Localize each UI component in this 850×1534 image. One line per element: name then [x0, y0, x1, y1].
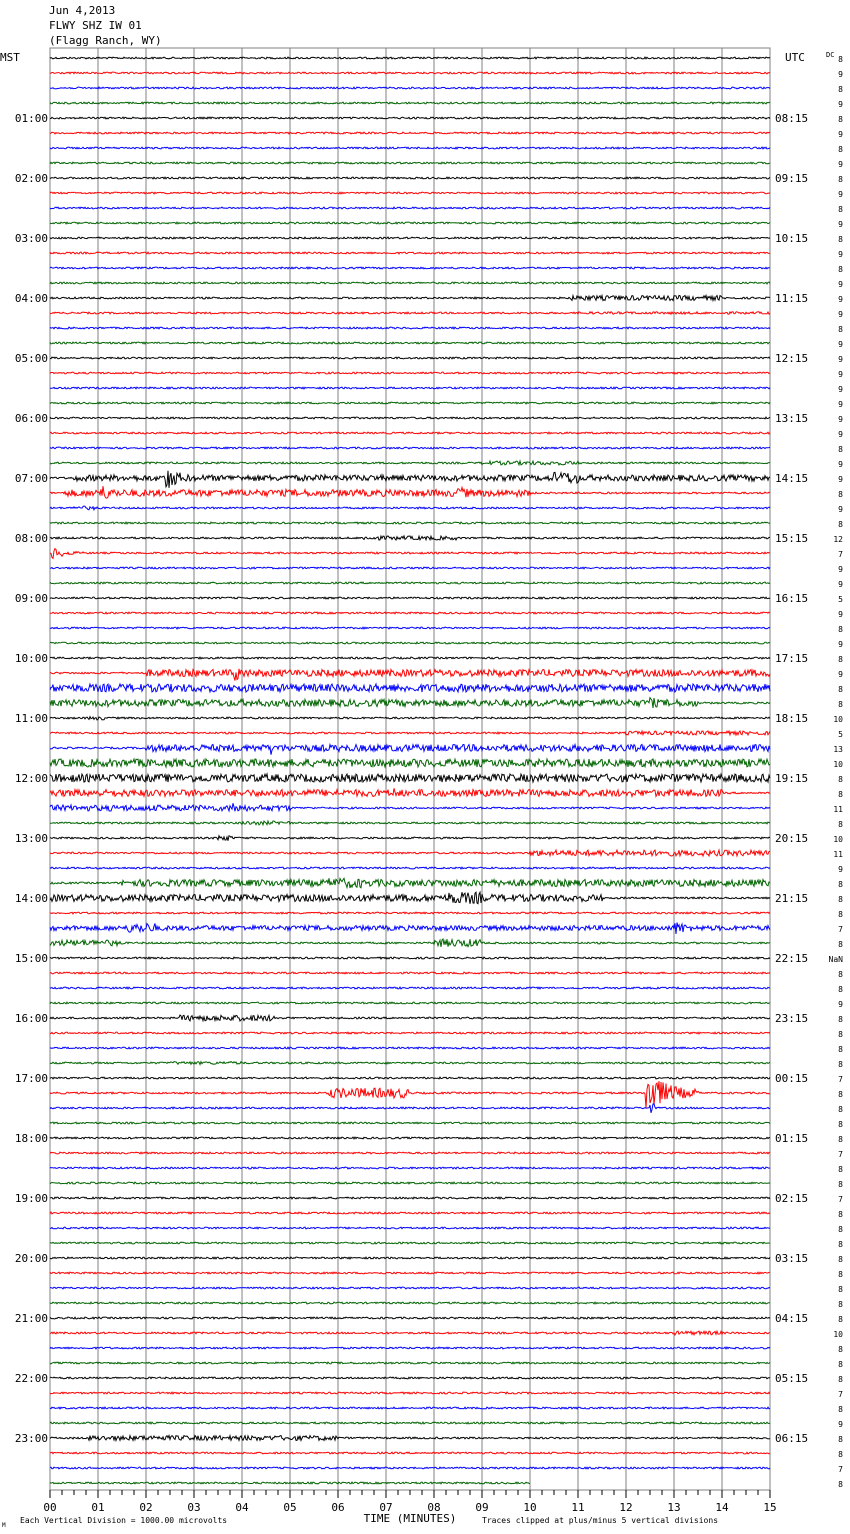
trace-row — [50, 357, 770, 359]
mst-hour-label: 23:00 — [14, 1432, 48, 1445]
dc-offset-label: 8 — [838, 1255, 843, 1264]
dc-offset-label: 8 — [838, 520, 843, 529]
dc-offset-label: 8 — [838, 625, 843, 634]
x-tick-label: 07 — [379, 1501, 393, 1514]
dc-offset-label: 10 — [833, 835, 843, 844]
trace-row — [50, 684, 770, 692]
dc-offset-label: 9 — [838, 355, 843, 364]
dc-offset-label: 8 — [838, 970, 843, 979]
mst-hour-label: 09:00 — [14, 592, 48, 605]
trace-row — [50, 1152, 770, 1154]
trace-row — [50, 87, 770, 89]
trace-row — [50, 821, 770, 825]
dc-offset-label: 8 — [838, 1405, 843, 1414]
dc-offset-label: 8 — [838, 1105, 843, 1114]
trace-row — [50, 282, 770, 284]
trace-row — [50, 461, 770, 465]
dc-offset-label: 8 — [838, 1045, 843, 1054]
dc-offset-label: 9 — [838, 280, 843, 289]
dc-offset-label: 8 — [838, 1345, 843, 1354]
dc-offset-label: 9 — [838, 400, 843, 409]
utc-hour-label: 05:15 — [775, 1372, 809, 1385]
mst-hour-label: 16:00 — [14, 1012, 48, 1025]
dc-offset-label: 9 — [838, 475, 843, 484]
dc-offset-label: 7 — [838, 1075, 843, 1084]
utc-hour-label: 08:15 — [775, 112, 809, 125]
trace-row — [50, 912, 770, 914]
trace-row — [50, 597, 770, 599]
dc-offset-label: 8 — [838, 1165, 843, 1174]
utc-header: UTC — [785, 51, 805, 64]
dc-offset-label: 9 — [838, 160, 843, 169]
dc-offset-label: 9 — [838, 430, 843, 439]
utc-hour-label: 11:15 — [775, 292, 809, 305]
trace-row — [50, 1422, 770, 1424]
dc-offset-label: 10 — [833, 715, 843, 724]
trace-row — [50, 237, 770, 239]
mst-hour-label: 02:00 — [14, 172, 48, 185]
dc-offset-label: 9 — [838, 250, 843, 259]
trace-row — [50, 1302, 770, 1304]
location-label: (Flagg Ranch, WY) — [49, 34, 162, 47]
trace-row — [50, 1197, 770, 1199]
trace-row — [50, 1062, 770, 1065]
date-label: Jun 4,2013 — [49, 4, 116, 17]
dc-offset-label: 8 — [838, 1060, 843, 1069]
dc-offset-label: 9 — [838, 370, 843, 379]
mst-hour-label: 08:00 — [14, 532, 48, 545]
dc-offset-label: 8 — [838, 55, 843, 64]
trace-row — [50, 177, 770, 179]
utc-hour-label: 18:15 — [775, 712, 809, 725]
trace-row — [50, 567, 770, 569]
trace-row — [50, 642, 770, 644]
dc-offset-label: 9 — [838, 100, 843, 109]
dc-offset-label: 8 — [838, 940, 843, 949]
dc-offset-label: 8 — [838, 1030, 843, 1039]
dc-offset-label: 8 — [838, 205, 843, 214]
dc-offset-label: 8 — [838, 115, 843, 124]
trace-row — [50, 486, 770, 498]
x-axis-title: TIME (MINUTES) — [363, 1512, 457, 1525]
mst-hour-label: 22:00 — [14, 1372, 48, 1385]
dc-offset-label: 9 — [838, 460, 843, 469]
utc-hour-label: 17:15 — [775, 652, 809, 665]
trace-row — [50, 582, 770, 584]
x-tick-label: 08 — [427, 1501, 441, 1514]
dc-offset-label: 8 — [838, 880, 843, 889]
dc-offset-label: 8 — [838, 655, 843, 664]
mst-hour-label: 11:00 — [14, 712, 48, 725]
dc-offset-label: 8 — [838, 1375, 843, 1384]
dc-offset-label: 11 — [833, 805, 843, 814]
trace-row — [50, 192, 770, 194]
x-tick-label: 14 — [715, 1501, 729, 1514]
dc-offset-label: 9 — [838, 220, 843, 229]
mst-hour-label: 20:00 — [14, 1252, 48, 1265]
trace-row — [50, 1182, 770, 1184]
mst-hour-label: 07:00 — [14, 472, 48, 485]
dc-offset-label: 7 — [838, 550, 843, 559]
dc-offset-label: NaN — [828, 955, 843, 964]
trace-row — [50, 471, 770, 488]
trace-row — [50, 132, 770, 134]
trace-row — [50, 57, 770, 59]
dc-offset-label: 9 — [838, 580, 843, 589]
trace-row — [50, 1104, 770, 1113]
dc-offset-label: 8 — [838, 1225, 843, 1234]
trace-row — [50, 1287, 770, 1289]
trace-row — [50, 1272, 770, 1274]
mst-hour-label: 03:00 — [14, 232, 48, 245]
utc-hour-label: 06:15 — [775, 1432, 809, 1445]
x-tick-label: 04 — [235, 1501, 249, 1514]
dc-offset-label: 9 — [838, 190, 843, 199]
trace-row — [50, 892, 770, 904]
dc-offset-label: 8 — [838, 1240, 843, 1249]
utc-hour-label: 00:15 — [775, 1072, 809, 1085]
mst-hour-label: 15:00 — [14, 952, 48, 965]
trace-row — [50, 1227, 770, 1229]
utc-hour-label: 20:15 — [775, 832, 809, 845]
dc-offset-label: 9 — [838, 340, 843, 349]
trace-row — [50, 1331, 770, 1335]
dc-offset-label: 8 — [838, 790, 843, 799]
trace-row — [50, 432, 770, 434]
x-tick-label: 03 — [187, 1501, 201, 1514]
trace-row — [50, 1077, 770, 1079]
dc-offset-label: 8 — [838, 1360, 843, 1369]
dc-offset-label: 9 — [838, 610, 843, 619]
mst-hour-label: 14:00 — [14, 892, 48, 905]
trace-row — [50, 1047, 770, 1049]
trace-row — [50, 1015, 770, 1021]
dc-offset-label: 9 — [838, 1000, 843, 1009]
dc-offset-label: 8 — [838, 490, 843, 499]
dc-offset-label: 8 — [838, 1210, 843, 1219]
mst-hour-label: 01:00 — [14, 112, 48, 125]
x-tick-label: 00 — [43, 1501, 57, 1514]
dc-offset-label: 8 — [838, 1435, 843, 1444]
trace-row — [50, 1436, 770, 1441]
dc-offset-label: 8 — [838, 1015, 843, 1024]
dc-offset-label: 9 — [838, 670, 843, 679]
mst-hour-label: 18:00 — [14, 1132, 48, 1145]
mst-header: MST — [0, 51, 20, 64]
corner-mark: M — [2, 1522, 6, 1529]
dc-offset-label: 9 — [838, 70, 843, 79]
mst-hour-label: 17:00 — [14, 1072, 48, 1085]
dc-offset-label: 8 — [838, 685, 843, 694]
utc-hour-label: 23:15 — [775, 1012, 809, 1025]
trace-row — [50, 147, 770, 149]
utc-hour-label: 10:15 — [775, 232, 809, 245]
trace-row — [50, 669, 770, 681]
dc-offset-label: 10 — [833, 760, 843, 769]
dc-offset-label: 8 — [838, 235, 843, 244]
dc-offset-label: 12 — [833, 535, 843, 544]
trace-row — [50, 1212, 770, 1214]
x-tick-label: 15 — [763, 1501, 777, 1514]
trace-row — [50, 1242, 770, 1244]
x-axis — [50, 1490, 770, 1498]
x-tick-label: 10 — [523, 1501, 537, 1514]
trace-row — [50, 549, 770, 559]
trace-row — [50, 1167, 770, 1169]
utc-hour-label: 13:15 — [775, 412, 809, 425]
trace-row — [50, 774, 770, 782]
dc-offset-label: 8 — [838, 1480, 843, 1489]
trace-row — [50, 788, 770, 796]
trace-row — [50, 987, 770, 989]
trace-row — [50, 1467, 770, 1469]
x-tick-label: 01 — [91, 1501, 105, 1514]
trace-row — [50, 447, 770, 449]
utc-hour-label: 12:15 — [775, 352, 809, 365]
dc-offset-label: 7 — [838, 1465, 843, 1474]
trace-row — [50, 1377, 770, 1379]
dc-offset-label: 8 — [838, 1315, 843, 1324]
dc-offset-label: 8 — [838, 820, 843, 829]
trace-row — [50, 1347, 770, 1349]
station-label: FLWY SHZ IW 01 — [49, 19, 142, 32]
trace-row — [50, 627, 770, 629]
dc-offset-label: 11 — [833, 850, 843, 859]
trace-row — [50, 1032, 770, 1034]
utc-hour-label: 22:15 — [775, 952, 809, 965]
dc-offset-label: 8 — [838, 700, 843, 709]
utc-hour-label: 19:15 — [775, 772, 809, 785]
utc-hour-label: 04:15 — [775, 1312, 809, 1325]
trace-row — [50, 1452, 770, 1454]
trace-row — [50, 1122, 770, 1124]
dc-offset-label: 8 — [838, 1135, 843, 1144]
trace-row — [50, 372, 770, 374]
trace-row — [50, 939, 770, 947]
dc-offset-label: 8 — [838, 145, 843, 154]
dc-offset-label: 7 — [838, 1195, 843, 1204]
trace-row — [50, 267, 770, 269]
dc-offset-label: 8 — [838, 1120, 843, 1129]
dc-offset-label: 9 — [838, 130, 843, 139]
utc-hour-label: 21:15 — [775, 892, 809, 905]
dc-offset-label: 8 — [838, 175, 843, 184]
dc-offset-label: 8 — [838, 265, 843, 274]
dc-offset-label: 8 — [838, 1450, 843, 1459]
trace-row — [50, 506, 770, 510]
trace-row — [50, 222, 770, 224]
dc-offset-label: 7 — [838, 925, 843, 934]
trace-row — [50, 417, 770, 419]
dc-offset-label: 8 — [838, 775, 843, 784]
trace-row — [50, 731, 770, 735]
dc-offset-label: 8 — [838, 1090, 843, 1099]
mst-hour-label: 10:00 — [14, 652, 48, 665]
dc-header: DC — [826, 51, 835, 59]
dc-offset-label: 9 — [838, 385, 843, 394]
trace-row — [50, 698, 770, 708]
dc-offset-label: 9 — [838, 1420, 843, 1429]
trace-row — [50, 923, 770, 935]
utc-hour-label: 03:15 — [775, 1252, 809, 1265]
trace-row — [50, 745, 770, 755]
dc-offset-label: 8 — [838, 895, 843, 904]
trace-row — [50, 1317, 770, 1319]
dc-offset-label: 13 — [833, 745, 843, 754]
utc-hour-label: 09:15 — [775, 172, 809, 185]
dc-offset-label: 9 — [838, 565, 843, 574]
trace-row — [50, 536, 770, 540]
dc-offset-label: 8 — [838, 325, 843, 334]
trace-row — [50, 387, 770, 389]
trace-row — [50, 612, 770, 614]
trace-row — [50, 1257, 770, 1259]
mst-hour-label: 04:00 — [14, 292, 48, 305]
trace-row — [50, 1081, 770, 1108]
utc-hour-label: 16:15 — [775, 592, 809, 605]
trace-row — [50, 117, 770, 119]
trace-row — [50, 717, 770, 720]
trace-row — [50, 803, 770, 811]
trace-row — [50, 72, 770, 74]
trace-row — [50, 1362, 770, 1364]
clip-note: Traces clipped at plus/minus 5 vertical divisions — [482, 1516, 719, 1525]
trace-row — [50, 312, 770, 314]
trace-row — [50, 1407, 770, 1409]
dc-offset-label: 9 — [838, 640, 843, 649]
utc-hour-label: 14:15 — [775, 472, 809, 485]
dc-offset-label: 7 — [838, 1150, 843, 1159]
trace-row — [50, 836, 770, 841]
dc-offset-label: 9 — [838, 295, 843, 304]
x-tick-label: 02 — [139, 1501, 153, 1514]
mst-hour-label: 12:00 — [14, 772, 48, 785]
x-tick-label: 12 — [619, 1501, 633, 1514]
x-tick-label: 05 — [283, 1501, 297, 1514]
x-tick-label: 09 — [475, 1501, 489, 1514]
trace-row — [50, 102, 770, 104]
dc-offset-label: 8 — [838, 445, 843, 454]
trace-row — [50, 657, 770, 659]
trace-row — [50, 878, 770, 888]
trace-row — [50, 162, 770, 164]
dc-offset-label: 5 — [838, 595, 843, 604]
dc-offset-label: 5 — [838, 730, 843, 739]
dc-offset-label: 8 — [838, 910, 843, 919]
trace-row — [50, 252, 770, 254]
mst-hour-label: 19:00 — [14, 1192, 48, 1205]
dc-offset-label: 8 — [838, 1180, 843, 1189]
dc-offset-label: 8 — [838, 985, 843, 994]
trace-row — [50, 759, 770, 767]
mst-hour-label: 06:00 — [14, 412, 48, 425]
utc-hour-label: 01:15 — [775, 1132, 809, 1145]
trace-row — [50, 850, 770, 856]
mst-hour-label: 21:00 — [14, 1312, 48, 1325]
dc-offset-label: 8 — [838, 85, 843, 94]
dc-offset-label: 7 — [838, 1390, 843, 1399]
dc-offset-label: 9 — [838, 865, 843, 874]
trace-row — [50, 296, 770, 301]
mst-hour-label: 13:00 — [14, 832, 48, 845]
trace-row — [50, 522, 770, 524]
trace-row — [50, 1002, 770, 1004]
x-tick-label: 06 — [331, 1501, 345, 1514]
x-tick-label: 13 — [667, 1501, 681, 1514]
utc-hour-label: 15:15 — [775, 532, 809, 545]
dc-offset-label: 10 — [833, 1330, 843, 1339]
trace-row — [50, 207, 770, 209]
trace-row — [50, 957, 770, 959]
dc-offset-label: 9 — [838, 415, 843, 424]
mst-hour-label: 05:00 — [14, 352, 48, 365]
dc-offset-label: 9 — [838, 310, 843, 319]
dc-offset-label: 8 — [838, 1270, 843, 1279]
trace-row — [50, 972, 770, 974]
trace-row — [50, 867, 770, 869]
trace-row — [50, 1392, 770, 1394]
dc-offset-label: 9 — [838, 505, 843, 514]
trace-row — [50, 402, 770, 404]
trace-row — [50, 327, 770, 329]
trace-row — [50, 342, 770, 344]
dc-offset-label: 8 — [838, 1300, 843, 1309]
utc-hour-label: 02:15 — [775, 1192, 809, 1205]
trace-row — [50, 1137, 770, 1139]
scale-note: Each Vertical Division = 1000.00 microvolts — [20, 1516, 228, 1525]
dc-offset-label: 8 — [838, 1285, 843, 1294]
x-tick-label: 11 — [571, 1501, 585, 1514]
